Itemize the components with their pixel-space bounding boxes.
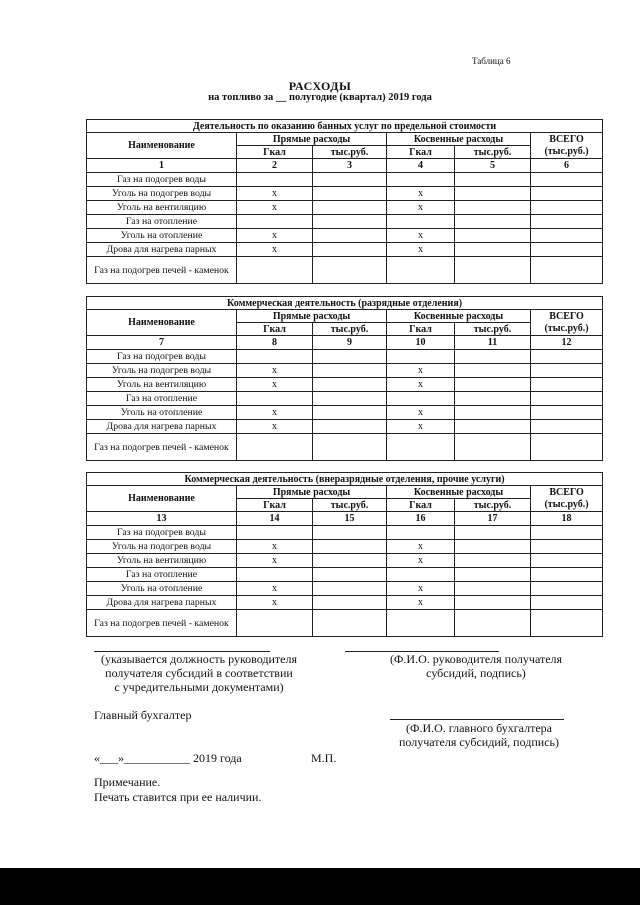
column-number: 16 [387,512,455,526]
total-cell [531,420,603,434]
indirect-gcal-cell: x [387,540,455,554]
total-cell [531,392,603,406]
indirect-gcal-cell [387,392,455,406]
direct-rub-cell [313,610,387,637]
indirect-rub-cell [455,201,531,215]
total-cell [531,229,603,243]
row-name: Газ на отопление [87,215,237,229]
total-label: ВСЕГО [549,486,584,498]
direct-rub-cell [313,201,387,215]
total-cell [531,554,603,568]
direct-gcal-cell: x [237,406,313,420]
table-row [87,596,603,610]
column-numbers-row [87,159,603,173]
direct-gcal-cell [237,392,313,406]
column-number: 17 [455,512,531,526]
total-cell [531,187,603,201]
total-cell [531,364,603,378]
total-cell [531,526,603,540]
table-row [87,257,603,284]
indirect-rub-cell [455,364,531,378]
row-name: Газ на подогрев воды [87,173,237,187]
column-header-rub: тыс.руб. [313,499,387,512]
total-cell [531,215,603,229]
document-title: РАСХОДЫ [288,79,352,93]
column-header-rub: тыс.руб. [455,146,531,159]
section-title-row [87,120,603,133]
total-cell [531,596,603,610]
row-name: Газ на отопление [87,568,237,582]
column-number: 8 [237,336,313,350]
column-number: 12 [531,336,603,350]
document-subtitle: на топливо за __ полугодие (квартал) 2019 года [208,92,432,103]
header-row [87,310,603,323]
indirect-rub-cell [455,173,531,187]
column-header-name: Наименование [87,310,237,336]
caption-line: получателя субсидий в соответствии [105,666,293,680]
direct-gcal-cell: x [237,378,313,392]
total-cell [531,582,603,596]
caption-line: субсидий, подпись) [426,666,526,680]
row-name: Уголь на подогрев воды [87,364,237,378]
direct-gcal-cell [237,610,313,637]
row-name: Дрова для нагрева парных [87,420,237,434]
total-unit: (тыс.руб.) [544,498,589,510]
indirect-rub-cell [455,540,531,554]
direct-rub-cell [313,392,387,406]
indirect-gcal-cell [387,257,455,284]
indirect-gcal-cell: x [387,582,455,596]
direct-gcal-cell: x [237,243,313,257]
table-row [87,364,603,378]
table-row [87,554,603,568]
header-row [87,486,603,499]
caption-line: (Ф.И.О. руководителя получателя [389,652,563,666]
stamp-place: М.П. [311,751,337,765]
column-number: 15 [313,512,387,526]
direct-rub-cell [313,554,387,568]
note-text: Печать ставится при ее наличии. [94,790,262,804]
column-number: 11 [455,336,531,350]
direct-rub-cell [313,229,387,243]
row-name: Газ на подогрев воды [87,526,237,540]
row-name: Уголь на отопление [87,406,237,420]
table-row [87,434,603,461]
table-row [87,215,603,229]
direct-rub-cell [313,420,387,434]
column-number: 13 [87,512,237,526]
total-cell [531,540,603,554]
column-header-gcal: Гкал [237,499,313,512]
total-cell [531,201,603,215]
row-name: Газ на подогрев воды [87,350,237,364]
direct-gcal-cell: x [237,420,313,434]
column-header-total [531,133,603,159]
column-header-rub: тыс.руб. [455,499,531,512]
section-title-row [87,297,603,310]
column-header-name: Наименование [87,486,237,512]
indirect-gcal-cell [387,568,455,582]
table-row [87,526,603,540]
direct-rub-cell [313,187,387,201]
column-header-indirect: Косвенные расходы [387,133,531,146]
direct-rub-cell [313,526,387,540]
head-signature-caption [370,652,582,680]
indirect-rub-cell [455,434,531,461]
row-name: Уголь на подогрев воды [87,540,237,554]
direct-rub-cell [313,540,387,554]
direct-gcal-cell [237,350,313,364]
row-name: Газ на подогрев печей - каменок [87,257,237,284]
scan-bottom-band [0,868,640,905]
indirect-gcal-cell: x [387,187,455,201]
section-title: Деятельность по оказанию банных услуг по предельной стоимости [87,120,603,133]
indirect-rub-cell [455,243,531,257]
direct-gcal-cell [237,434,313,461]
column-header-total [531,486,603,512]
direct-rub-cell [313,350,387,364]
accountant-signature-caption [372,721,586,749]
column-header-direct: Прямые расходы [237,310,387,323]
total-cell [531,610,603,637]
indirect-gcal-cell [387,215,455,229]
direct-gcal-cell [237,173,313,187]
column-number: 10 [387,336,455,350]
table-row [87,173,603,187]
column-numbers-row [87,336,603,350]
column-header-gcal: Гкал [237,146,313,159]
indirect-gcal-cell [387,173,455,187]
row-name: Уголь на подогрев воды [87,187,237,201]
direct-gcal-cell: x [237,596,313,610]
direct-gcal-cell: x [237,187,313,201]
column-number: 5 [455,159,531,173]
column-header-gcal: Гкал [387,499,455,512]
row-name: Дрова для нагрева парных [87,596,237,610]
direct-rub-cell [313,364,387,378]
caption-line: (указывается должность руководителя [100,652,298,666]
column-number: 3 [313,159,387,173]
direct-rub-cell [313,173,387,187]
indirect-gcal-cell [387,434,455,461]
chief-accountant-label: Главный бухгалтер [94,708,192,722]
expense-table [86,296,603,461]
indirect-rub-cell [455,568,531,582]
column-header-direct: Прямые расходы [237,133,387,146]
direct-rub-cell [313,582,387,596]
row-name: Газ на отопление [87,392,237,406]
direct-gcal-cell [237,526,313,540]
indirect-gcal-cell: x [387,243,455,257]
direct-gcal-cell: x [237,554,313,568]
table-row [87,187,603,201]
table-row [87,392,603,406]
column-header-gcal: Гкал [387,323,455,336]
caption-line: (Ф.И.О. главного бухгалтера [405,721,553,735]
table-row [87,350,603,364]
total-cell [531,406,603,420]
date-field: «___»___________ 2019 года [94,751,242,765]
indirect-gcal-cell [387,610,455,637]
row-name: Уголь на вентиляцию [87,378,237,392]
table-row [87,568,603,582]
direct-rub-cell [313,406,387,420]
indirect-gcal-cell: x [387,201,455,215]
column-number: 1 [87,159,237,173]
column-header-total [531,310,603,336]
column-numbers-row [87,512,603,526]
direct-gcal-cell [237,257,313,284]
direct-gcal-cell: x [237,364,313,378]
table-row [87,406,603,420]
row-name: Уголь на отопление [87,582,237,596]
table-label: Таблица 6 [472,56,511,66]
indirect-rub-cell [455,392,531,406]
direct-rub-cell [313,568,387,582]
column-number: 4 [387,159,455,173]
indirect-gcal-cell: x [387,554,455,568]
indirect-rub-cell [455,420,531,434]
indirect-rub-cell [455,526,531,540]
note-label: Примечание. [94,775,161,789]
direct-rub-cell [313,257,387,284]
indirect-rub-cell [455,554,531,568]
direct-rub-cell [313,243,387,257]
section-title: Коммерческая деятельность (разрядные отделения) [87,297,603,310]
table-row [87,243,603,257]
direct-gcal-cell [237,215,313,229]
total-cell [531,568,603,582]
direct-gcal-cell: x [237,229,313,243]
row-name: Уголь на вентиляцию [87,201,237,215]
indirect-gcal-cell: x [387,364,455,378]
indirect-rub-cell [455,596,531,610]
head-position-caption [88,652,310,694]
column-header-indirect: Косвенные расходы [387,486,531,499]
table-row [87,540,603,554]
total-unit: (тыс.руб.) [544,322,589,334]
indirect-gcal-cell: x [387,378,455,392]
column-header-rub: тыс.руб. [313,146,387,159]
section-title: Коммерческая деятельность (внеразрядные отделения, прочие услуги) [87,473,603,486]
direct-rub-cell [313,215,387,229]
expense-table [86,472,603,637]
indirect-gcal-cell: x [387,229,455,243]
caption-line: получателя субсидий, подпись) [398,735,559,749]
indirect-gcal-cell: x [387,596,455,610]
column-header-rub: тыс.руб. [455,323,531,336]
indirect-rub-cell [455,610,531,637]
direct-rub-cell [313,596,387,610]
direct-gcal-cell: x [237,540,313,554]
indirect-gcal-cell: x [387,406,455,420]
column-header-gcal: Гкал [387,146,455,159]
indirect-rub-cell [455,215,531,229]
table-row [87,201,603,215]
total-cell [531,378,603,392]
column-number: 2 [237,159,313,173]
indirect-rub-cell [455,187,531,201]
indirect-gcal-cell: x [387,420,455,434]
table-row [87,378,603,392]
indirect-rub-cell [455,378,531,392]
header-row [87,133,603,146]
indirect-rub-cell [455,582,531,596]
column-number: 7 [87,336,237,350]
column-number: 9 [313,336,387,350]
total-label: ВСЕГО [549,133,584,145]
indirect-gcal-cell [387,526,455,540]
direct-rub-cell [313,434,387,461]
accountant-signature-line [390,719,564,720]
direct-gcal-cell: x [237,582,313,596]
table-row [87,610,603,637]
total-cell [531,173,603,187]
row-name: Уголь на вентиляцию [87,554,237,568]
direct-gcal-cell: x [237,201,313,215]
row-name: Газ на подогрев печей - каменок [87,610,237,637]
total-cell [531,350,603,364]
indirect-rub-cell [455,350,531,364]
row-name: Дрова для нагрева парных [87,243,237,257]
column-header-gcal: Гкал [237,323,313,336]
table-row [87,420,603,434]
total-cell [531,434,603,461]
column-header-name: Наименование [87,133,237,159]
indirect-gcal-cell [387,350,455,364]
column-number: 14 [237,512,313,526]
row-name: Уголь на отопление [87,229,237,243]
indirect-rub-cell [455,406,531,420]
column-header-indirect: Косвенные расходы [387,310,531,323]
column-header-direct: Прямые расходы [237,486,387,499]
section-title-row [87,473,603,486]
caption-line: с учредительными документами) [114,680,284,694]
total-cell [531,243,603,257]
expense-table [86,119,603,284]
total-unit: (тыс.руб.) [544,145,589,157]
indirect-rub-cell [455,257,531,284]
indirect-rub-cell [455,229,531,243]
column-number: 18 [531,512,603,526]
row-name: Газ на подогрев печей - каменок [87,434,237,461]
table-row [87,229,603,243]
total-cell [531,257,603,284]
column-number: 6 [531,159,603,173]
direct-gcal-cell [237,568,313,582]
table-row [87,582,603,596]
total-label: ВСЕГО [549,310,584,322]
column-header-rub: тыс.руб. [313,323,387,336]
direct-rub-cell [313,378,387,392]
